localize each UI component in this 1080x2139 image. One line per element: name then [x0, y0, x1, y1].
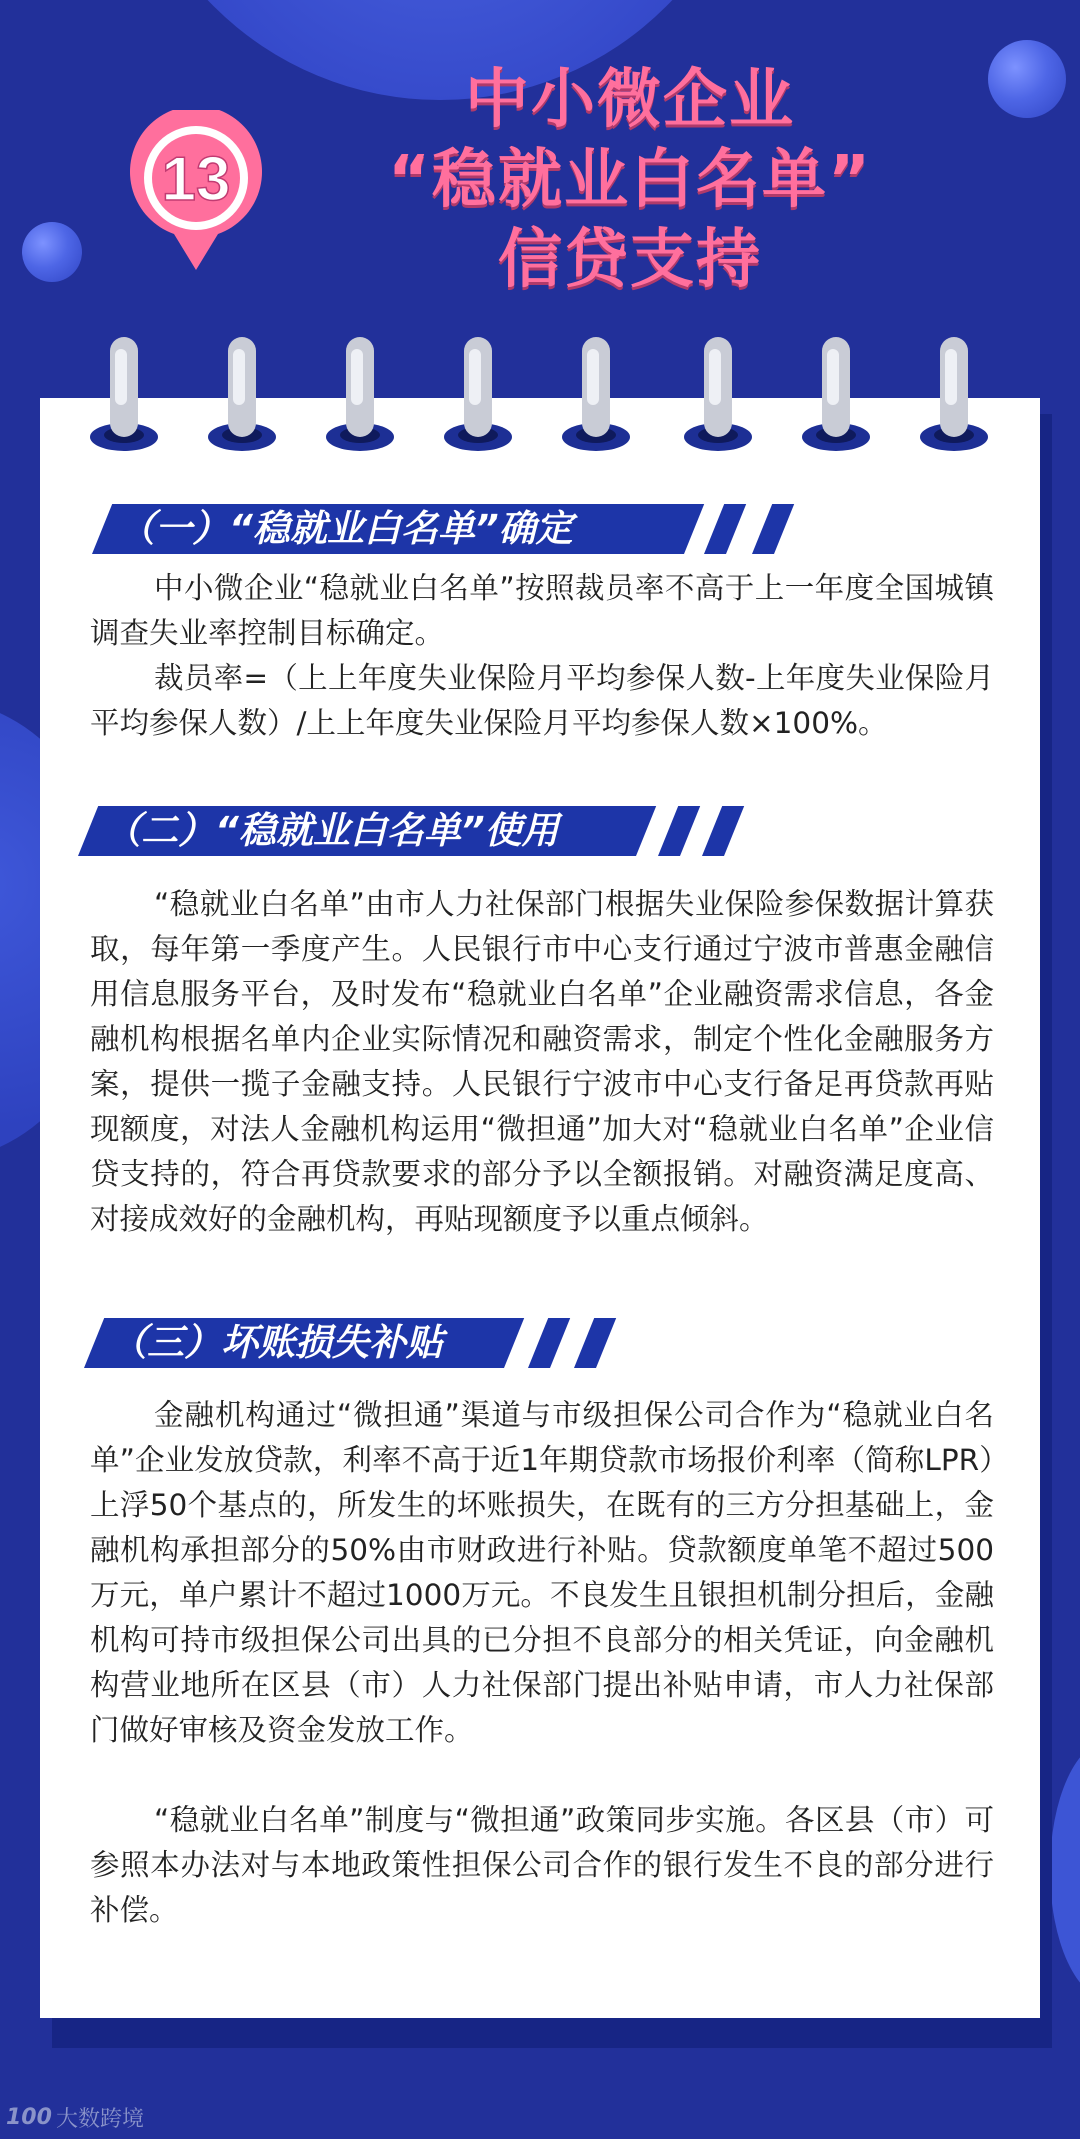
section-heading-2 — [78, 806, 559, 856]
decorative-orb — [22, 222, 82, 282]
section-heading-3 — [84, 1318, 443, 1368]
brand-logo — [6, 2102, 144, 2133]
binder-ring — [324, 335, 396, 455]
binder-ring — [442, 335, 514, 455]
section-heading-1 — [92, 504, 573, 554]
paragraph: “稳就业白名单”由市人力社保部门根据失业保险参保数据计算获取，每年第一季度产生。人民银行市中心支行通过宁波市普惠金融信用信息服务平台，及时发布“稳就业白名单”企业融资需求信息，各金融机构根据名单内企业实际情况和融资需求，制定个性化金融服务方案，提供一揽子金融支持。人民银行宁波市中心支行备足再贷款再贴现额度，对法人金融机构运用“微担通”加大对“稳就业白名单”企业信贷支持的，符合再贷款要求的部分予以全额报销。对融资满足度高、对接成效好的金融机构，再贴现额度予以重点倾斜。 — [90, 887, 994, 1236]
binder-ring — [918, 335, 990, 455]
binder-ring — [206, 335, 278, 455]
binder-ring — [800, 335, 872, 455]
section-heading-text: （三）坏账损失补贴 — [110, 1321, 443, 1364]
number-badge — [126, 110, 266, 275]
title-line: 信贷支持 — [498, 223, 762, 297]
logo-mark: 100 — [6, 2105, 52, 2130]
paragraph: 金融机构通过“微担通”渠道与市级担保公司合作为“稳就业白名单”企业发放贷款，利率不高于近1年期贷款市场报价利率（简称LPR）上浮50个基点的，所发生的坏账损失，在既有的三方分担基础上，金融机构承担部分的50%由市财政进行补贴。贷款额度单笔不超过500万元，单户累计不超过1000万元。不良发生且银担机制分担后，金融机构可持市级担保公司出具的已分担不良部分的相关凭证，向金融机构营业地所在区县（市）人力社保部门提出补贴申请，市人力社保部门做好审核及资金发放工作。 — [90, 1398, 994, 1747]
binder-ring — [88, 335, 160, 455]
badge-number: 13 — [161, 145, 231, 214]
background-circle-right — [1050, 1740, 1080, 2000]
decorative-orb — [988, 40, 1066, 118]
binder-ring — [682, 335, 754, 455]
logo-text: 大数跨境 — [55, 2107, 144, 2132]
title-line: “稳就业白名单” — [387, 143, 873, 217]
page-title — [380, 60, 880, 300]
section-heading-text: （一）“稳就业白名单”确定 — [118, 507, 573, 550]
paragraph: “稳就业白名单”制度与“微担通”政策同步实施。各区县（市）可参照本办法对与本地政策性担保公司合作的银行发生不良的部分进行补偿。 — [90, 1803, 994, 1927]
title-line: 中小微企业 — [465, 63, 795, 137]
paragraph: 中小微企业“稳就业白名单”按照裁员率不高于上一年度全国城镇调查失业率控制目标确定。 — [90, 571, 994, 650]
binder-ring — [560, 335, 632, 455]
paragraph: 裁员率=（上上年度失业保险月平均参保人数-上年度失业保险月平均参保人数）/上上年度失业保险月平均参保人数×100%。 — [90, 661, 994, 740]
section-heading-text: （二）“稳就业白名单”使用 — [104, 809, 559, 852]
